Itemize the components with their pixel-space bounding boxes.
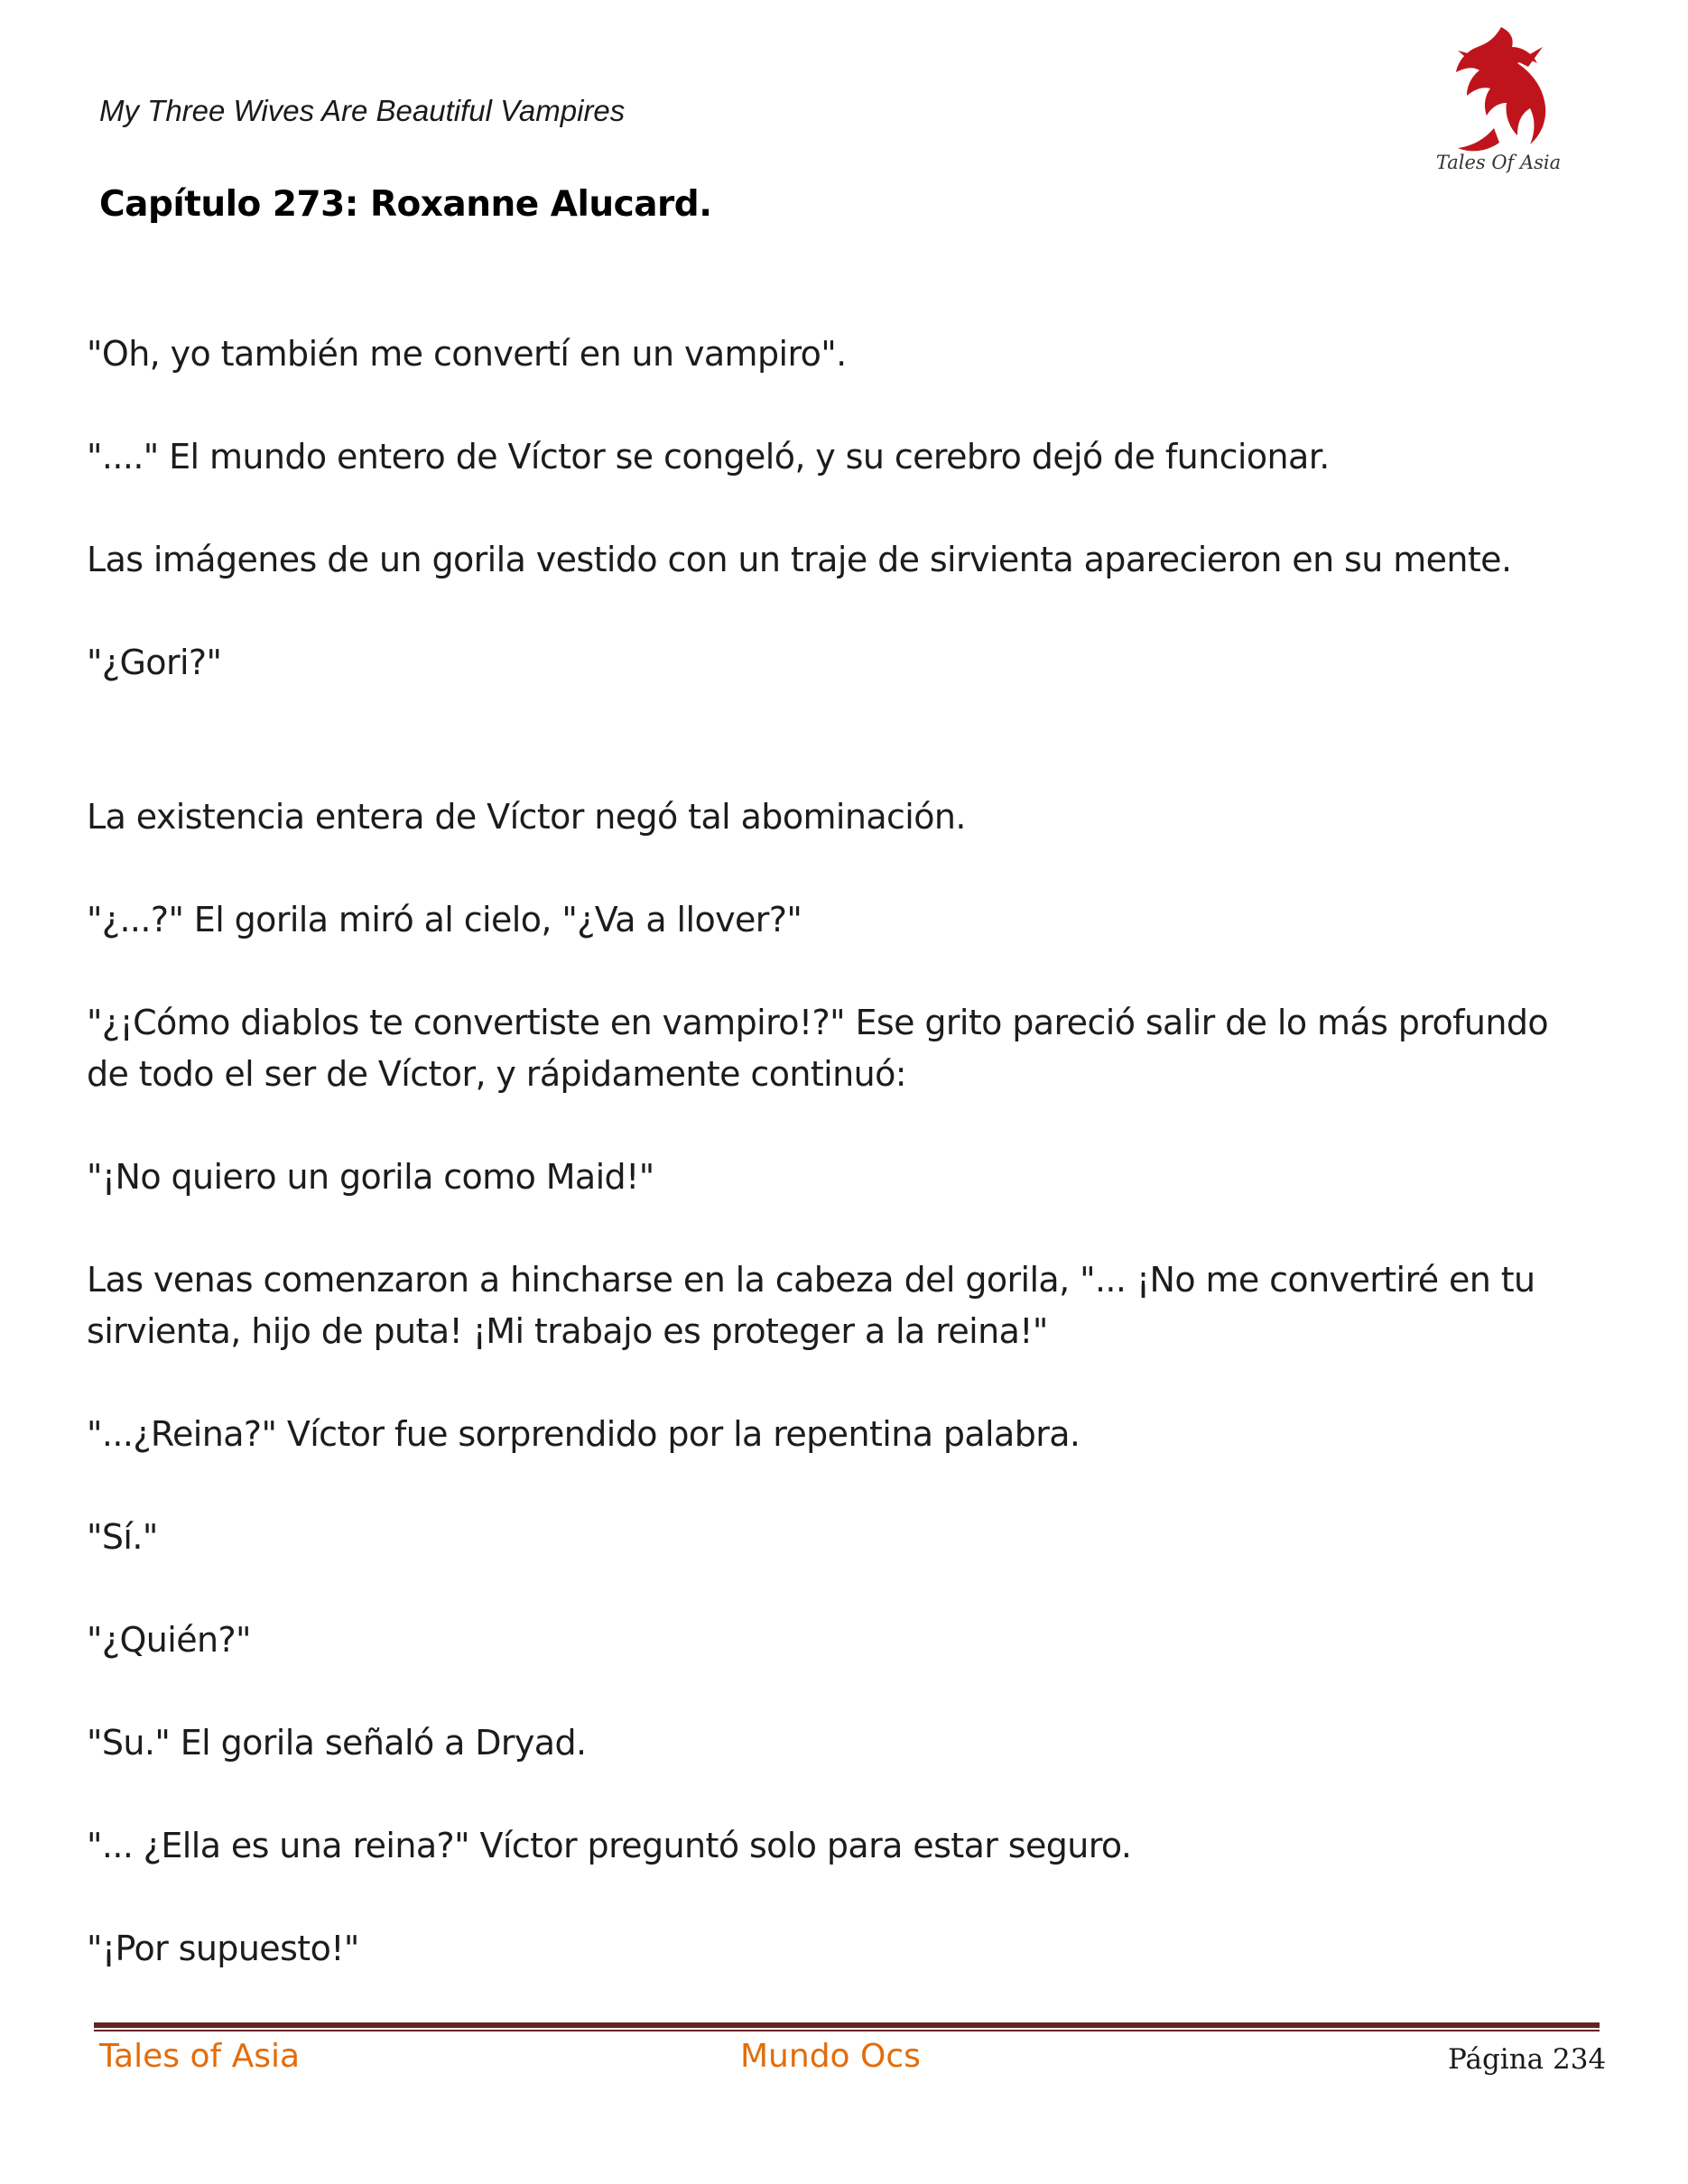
paragraph: "¡No quiero un gorila como Maid!" bbox=[87, 1157, 654, 1197]
chapter-title: Capítulo 273: Roxanne Alucard. bbox=[99, 184, 712, 225]
paragraph: "Su." El gorila señaló a Dryad. bbox=[87, 1723, 587, 1763]
paragraph: "¿¡Cómo diablos te convertiste en vampiro!?" Ese grito pareció salir de lo más profundo de todo el ser de Víctor, y rápidamente continuó: bbox=[87, 1003, 1549, 1094]
paragraph: "...." El mundo entero de Víctor se congeló, y su cerebro dejó de funcionar. bbox=[87, 437, 1330, 477]
book-title: My Three Wives Are Beautiful Vampires bbox=[99, 94, 626, 127]
paragraph: "¿Quién?" bbox=[87, 1620, 251, 1660]
paragraph: "¿Gori?" bbox=[87, 643, 222, 682]
logo-text: Tales Of Asia bbox=[1435, 152, 1562, 173]
paragraph: "Sí." bbox=[87, 1517, 158, 1557]
paragraph: "¡Por supuesto!" bbox=[87, 1929, 359, 1968]
paragraph: Las venas comenzaron a hincharse en la cabeza del gorila, "... ¡No me convertiré en tu sirvienta, hijo de puta! ¡Mi trabajo es proteger a la reina!" bbox=[87, 1260, 1535, 1351]
footer-site-name: Tales of Asia bbox=[99, 2038, 301, 2075]
page-number: Página 234 bbox=[1448, 2043, 1607, 2076]
chapter-body bbox=[87, 329, 1585, 2026]
paragraph: Las imágenes de un gorila vestido con un traje de sirvienta aparecieron en su mente. bbox=[87, 540, 1512, 579]
paragraph: "¿...?" El gorila miró al cielo, "¿Va a llover?" bbox=[87, 900, 802, 939]
footer-section-name: Mundo Ocs bbox=[740, 2038, 921, 2075]
paragraph: "... ¿Ella es una reina?" Víctor preguntó solo para estar seguro. bbox=[87, 1826, 1132, 1865]
footer-divider bbox=[94, 2022, 1600, 2033]
paragraph: "...¿Reina?" Víctor fue sorprendido por la repentina palabra. bbox=[87, 1414, 1081, 1454]
paragraph: "Oh, yo también me convertí en un vampiro". bbox=[87, 334, 847, 374]
paragraph: La existencia entera de Víctor negó tal abominación. bbox=[87, 797, 966, 837]
